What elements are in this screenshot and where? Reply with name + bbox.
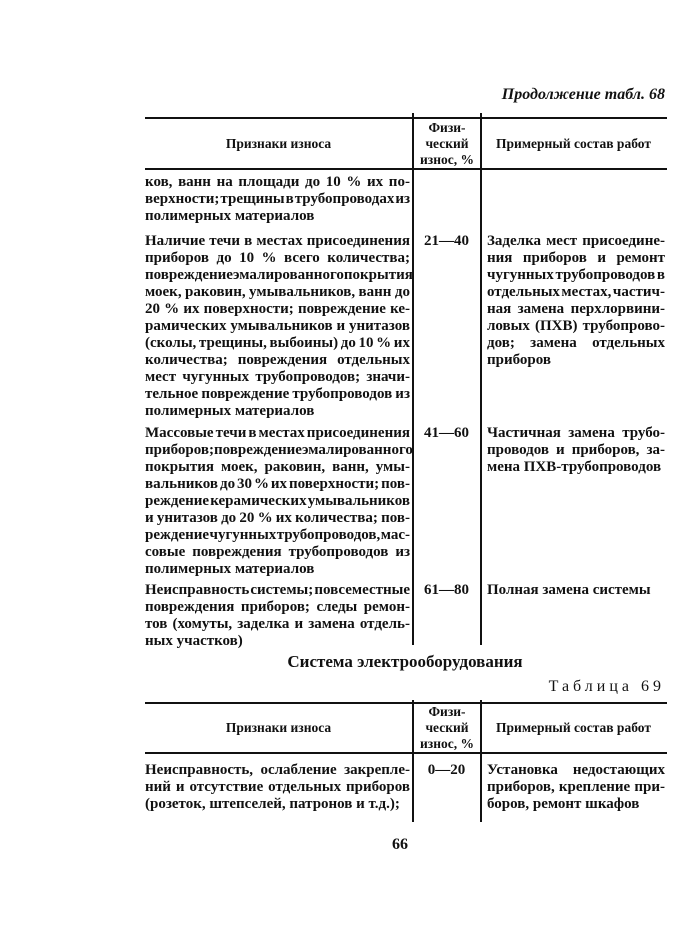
works-cell	[487, 582, 665, 599]
text-line: ная замена перхлорвини-	[487, 301, 665, 317]
text-line: ний и отсутствие отдельных приборов	[145, 779, 410, 795]
text-line: реждение керамических умывальников	[145, 493, 410, 509]
text-line: ных участков)	[145, 633, 243, 649]
text-line: проводов и приборов, за-	[487, 442, 665, 458]
table-rule	[145, 168, 667, 170]
text-line: Наличие течи в местах присоединения	[145, 233, 410, 249]
works-cell	[487, 425, 665, 476]
wear-percent-cell: 41—60	[424, 425, 469, 441]
text-line: ков, ванн на площади до 10 % их по-	[145, 174, 410, 190]
wear-signs-cell	[145, 174, 410, 225]
wear-signs-cell	[145, 762, 410, 813]
text-line: Неисправность системы; повсеместные	[145, 582, 410, 598]
text-line: тов (хомуты, заделка и замена отдель-	[145, 616, 410, 632]
table-number-label: Таблица 69	[548, 678, 665, 695]
wear-percent-cell: 21—40	[424, 233, 469, 249]
text-line: дов; замена отдельных	[487, 335, 665, 351]
text-line: мена ПХВ-трубопроводов	[487, 459, 662, 475]
text-line: полимерных материалов	[145, 403, 315, 419]
text-line: количества; повреждения отдельных	[145, 352, 410, 368]
wear-percent-cell: 61—80	[424, 582, 469, 598]
header-wear: Физи- ческий износ, %	[420, 704, 474, 751]
text-line: верхности; трещины в трубопроводах из	[145, 191, 410, 207]
text-line: повреждения приборов; следы ремон-	[145, 599, 410, 615]
text-line: чугунных трубопроводов в	[487, 267, 665, 283]
text-line: (сколы, трещины, выбоины) до 10 % их	[145, 335, 410, 351]
text-line: 20 % их поверхности; повреждение ке-	[145, 301, 410, 317]
text-line: Заделка мест присоедине-	[487, 233, 665, 249]
text-line: (розеток, штепселей, патронов и т.д.);	[145, 796, 400, 812]
text-line: тельное повреждение трубопроводов из	[145, 386, 410, 402]
text-line: реждение чугунных трубопроводов, мас-	[145, 527, 410, 543]
text-line: ловых (ПХВ) трубопрово-	[487, 318, 665, 334]
text-line: и унитазов до 20 % их количества; пов-	[145, 510, 410, 526]
header-works: Примерный состав работ	[496, 135, 651, 151]
text-line: Частичная замена трубо-	[487, 425, 665, 441]
text-line: приборов, крепление при-	[487, 779, 665, 795]
wear-signs-cell	[145, 582, 410, 650]
wear-percent-cell: 0—20	[427, 762, 466, 778]
wear-signs-cell	[145, 425, 413, 578]
text-line: совые повреждения трубопроводов из	[145, 544, 410, 560]
text-line: Неисправность, ослабление закрепле-	[145, 762, 410, 778]
header-signs: Признаки износа	[225, 135, 332, 151]
text-line: ния приборов и ремонт	[487, 250, 665, 266]
continuation-label: Продолжение табл. 68	[501, 86, 665, 103]
text-line: отдельных местах, частич-	[487, 284, 665, 300]
text-line: полимерных материалов	[145, 561, 315, 577]
text-line: вальников до 30 % их поверхности; пов-	[145, 476, 410, 492]
page-number: 66	[392, 836, 408, 853]
works-cell	[487, 762, 665, 813]
text-line: полимерных материалов	[145, 208, 315, 224]
section-title: Система электрооборудования	[287, 652, 523, 671]
header-signs: Признаки износа	[225, 720, 332, 735]
header-wear: Физи- ческий износ, %	[420, 119, 474, 167]
text-line: повреждение эмалированного покрытия	[145, 267, 413, 283]
text-line: Массовые течи в местах присоединения	[145, 425, 410, 441]
text-line: покрытия моек, раковин, ванн, умы-	[145, 459, 410, 475]
text-line: мест чугунных трубопроводов; значи-	[145, 369, 410, 385]
text-line: приборов; повреждение эмалированного	[145, 442, 413, 458]
text-line: Установка недостающих	[487, 762, 665, 778]
text-line: приборов	[487, 352, 551, 368]
text-line: боров, ремонт шкафов	[487, 796, 640, 812]
column-divider	[412, 113, 414, 645]
text-line: приборов до 10 % всего количества;	[145, 250, 410, 266]
table-rule	[145, 752, 667, 754]
text-line: Полная замена системы	[487, 582, 651, 598]
header-works: Примерный состав работ	[496, 720, 651, 735]
works-cell	[487, 233, 665, 369]
wear-signs-cell	[145, 233, 413, 420]
text-line: моек, раковин, умывальников, ванн до	[145, 284, 410, 300]
text-line: рамических умывальников и унитазов	[145, 318, 410, 334]
column-divider	[480, 113, 482, 645]
